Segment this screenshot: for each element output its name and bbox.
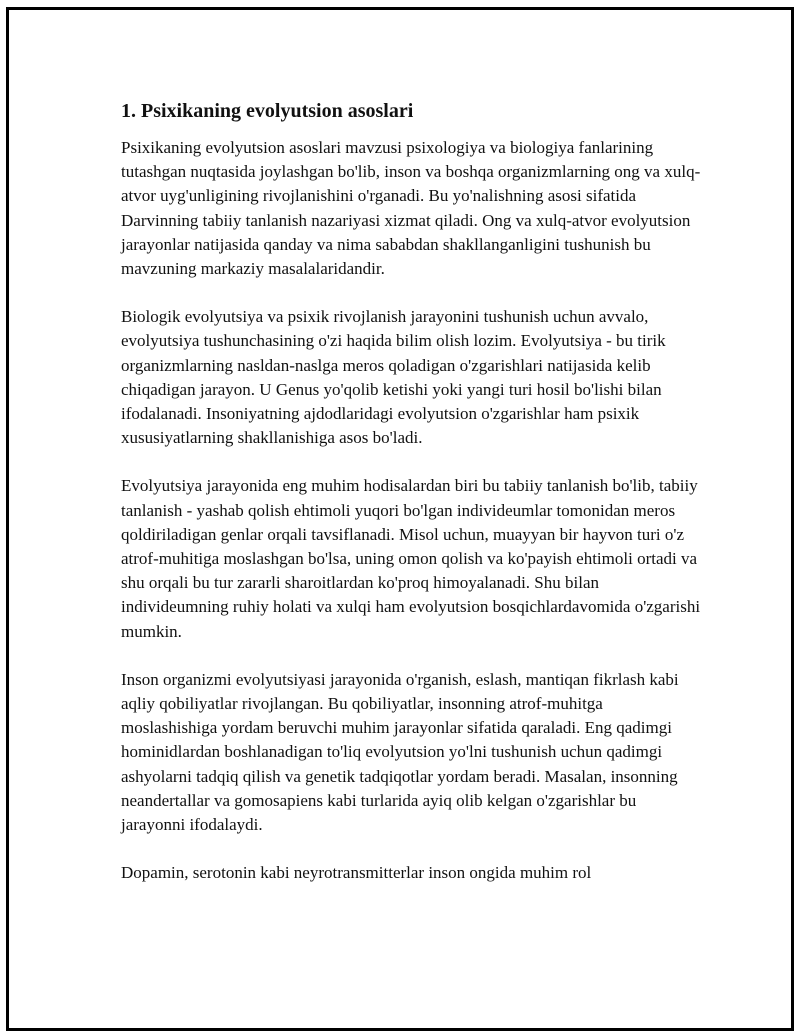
section-heading: 1. Psixikaning evolyutsion asoslari — [121, 100, 414, 122]
paragraph-2: Biologik evolyutsiya va psixik rivojlanish jarayonini tushunish uchun avvalo, evolyutsiya tushunchasining o'zi haqida bilim olish lozim. Evolyutsiya - bu tirik organizmlarning nasldan-naslga meros qoladigan o'zgarishlari natijasida kelib chiqadigan jarayon. U Genus yo'qolib ketishi yoki yangi turi hosil bo'lishi bilan ifodalanadi. Insoniyatning ajdodlaridagi evolyutsion o'zgarishlar ham psixik xususiyatlarning shakllanishiga asos bo'ladi. — [121, 307, 666, 448]
paragraph-1: Psixikaning evolyutsion asoslari mavzusi psixologiya va biologiya fanlarining tutashgan nuqtasida joylashgan bo'lib, inson va boshqa organizmlarning ong va xulq-atvor uyg'unligining rivojlanishini o'rganadi. Bu yo'nalishning asosi sifatida Darvinning tabiiy tanlanish nazariyasi xizmat qiladi. Ong va xulq-atvor evolyutsion jarayonlar natijasida qanday va nima sababdan shakllanganligini tushunish bu mavzuning markaziy masalalaridandir. — [121, 138, 701, 279]
paragraph-3: Evolyutsiya jarayonida eng muhim hodisalardan biri bu tabiiy tanlanish bo'lib, tabiiy tanlanish - yashab qolish ehtimoli yuqori bo'lgan individeumlar tomonidan meros qoldiriladigan genlar orqali tavsiflanadi. Misol uchun, muayyan bir hayvon turi o'z atrof-muhitiga moslashgan bo'lsa, uning omon qolish va ko'payish ehtimoli ortadi va shu orqali bu tur zararli sharoitlardan ko'proq himoyalanadi. Shu bilan individeumning ruhiy holati va xulqi ham evolyutsion bosqichlardavomida o'zgarishi mumkin. — [121, 476, 701, 641]
document-body — [121, 98, 701, 909]
paragraph-5: Dopamin, serotonin kabi neyrotransmitterlar inson ongida muhim rol — [121, 863, 592, 883]
page-frame — [6, 7, 794, 1031]
paragraph-4: Inson organizmi evolyutsiyasi jarayonida o'rganish, eslash, mantiqan fikrlash kabi aqliy qobiliyatlar rivojlangan. Bu qobiliyatlar, insonning atrof-muhitga moslashishiga yordam beruvchi muhim jarayonlar sifatida qaraladi. Eng qadimgi hominidlardan boshlanadigan to'liq evolyutsion yo'lni tushunish uchun qadimgi ashyolarni tadqiq qilish va genetik tadqiqotlar yordam beradi. Masalan, insonning neandertallar va gomosapiens kabi turlarida ayiq olib kelgan o'zgarishlar bu jarayonni ifodalaydi. — [121, 669, 679, 835]
